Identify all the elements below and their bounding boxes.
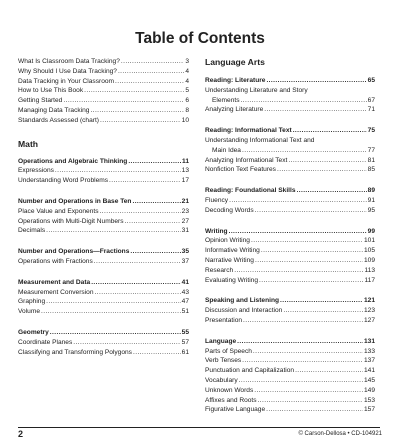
reading-informational-section (205, 126, 375, 175)
toc-entry-reading-literature[interactable] (205, 76, 375, 86)
language-arts-heading: Language Arts (205, 57, 265, 67)
entry-title: Narrative Writing (205, 256, 254, 264)
toc-entry[interactable] (18, 116, 189, 126)
entry-page: 43 (181, 288, 189, 296)
entry-title: Writing (205, 227, 228, 235)
entry-title: Decimals (18, 227, 46, 235)
toc-entry-line: Understanding Informational Text and (205, 136, 315, 144)
leader-dots (261, 246, 363, 256)
toc-entry[interactable] (18, 207, 189, 217)
leader-dots (109, 176, 181, 186)
entry-title: Understanding Word Problems (18, 177, 109, 185)
entry-page: 61 (181, 348, 189, 356)
entry-title: Coordinate Planes (18, 338, 73, 346)
leader-dots (241, 96, 367, 106)
leader-dots (293, 126, 367, 136)
toc-entry[interactable] (205, 266, 375, 276)
toc-entry-story-elements[interactable] (205, 96, 375, 106)
entry-page: 17 (181, 177, 189, 185)
entry-title: Parts of Speech (205, 347, 252, 355)
entry-page: 23 (181, 207, 189, 215)
toc-entry[interactable] (18, 57, 189, 67)
leader-dots (90, 106, 184, 116)
entry-title: Discussion and Interaction (205, 307, 283, 315)
language-arts-sections (205, 175, 375, 415)
entry-title: Presentation (205, 316, 243, 324)
leader-dots (229, 227, 367, 237)
entry-title: Punctuation and Capitalization (205, 367, 295, 375)
entry-page: 21 (181, 197, 189, 205)
toc-entry[interactable] (205, 376, 375, 386)
entry-title: Research (205, 266, 234, 274)
reading-literature-section (205, 76, 375, 115)
math-sections (18, 157, 189, 358)
entry-page: 5 (185, 87, 189, 95)
entry-title: Why Should I Use Data Tracking? (18, 67, 117, 75)
toc-entry-line: Understanding Literature and Story (205, 86, 308, 94)
entry-title: Number and Operations in Base Ten (18, 197, 132, 205)
entry-page: 117 (364, 276, 375, 284)
entry-page: 141 (363, 367, 375, 375)
leader-dots (288, 156, 366, 166)
toc-entry[interactable] (18, 67, 189, 77)
entry-page: 145 (363, 376, 375, 384)
entry-page: 67 (367, 96, 375, 104)
entry-page: 91 (367, 196, 375, 204)
entry-page: 13 (181, 167, 189, 175)
toc-entry[interactable] (18, 77, 189, 87)
entry-title: Number and Operations—Fractions (18, 248, 130, 256)
spacer (205, 115, 375, 126)
entry-title: Language (205, 337, 237, 345)
toc-section (205, 186, 375, 215)
entry-page: 133 (363, 347, 375, 355)
toc-entry[interactable] (205, 386, 375, 396)
entry-title: Standards Assessed (chart) (18, 116, 99, 124)
toc-section-entry[interactable] (205, 296, 375, 306)
leader-dots (280, 296, 363, 306)
entry-page: 77 (367, 146, 375, 154)
toc-entry[interactable] (18, 288, 189, 298)
toc-entry-nonfiction-features[interactable] (205, 165, 375, 175)
entry-page: 65 (367, 77, 375, 84)
leader-dots (266, 405, 363, 415)
leader-dots (118, 67, 184, 77)
leader-dots (242, 146, 367, 156)
entry-title: Verb Tenses (205, 357, 242, 365)
entry-page: 75 (367, 127, 375, 135)
entry-title: Fluency (205, 196, 229, 204)
entry-page: 10 (181, 116, 189, 124)
toc-entry[interactable] (205, 236, 375, 246)
entry-title: Expressions (18, 167, 54, 175)
math-heading: Math (18, 138, 39, 149)
entry-page: 41 (181, 278, 189, 286)
leader-dots (254, 386, 363, 396)
toc-section-entry[interactable] (205, 227, 375, 237)
leader-dots (239, 376, 363, 386)
entry-page: 35 (181, 248, 189, 256)
leader-dots (41, 307, 181, 317)
leader-dots (237, 337, 363, 347)
entry-title: Volume (18, 308, 40, 316)
leader-dots (95, 288, 181, 298)
toc-entry[interactable] (18, 257, 189, 267)
spacer (18, 317, 189, 328)
entry-page: 113 (364, 266, 375, 274)
leader-dots (46, 297, 181, 307)
entry-page: 123 (363, 307, 375, 315)
toc-entry[interactable] (205, 347, 375, 357)
toc-entry[interactable] (205, 256, 375, 266)
toc-entry[interactable] (18, 338, 189, 348)
toc-section-entry[interactable] (205, 186, 375, 196)
leader-dots (91, 278, 180, 288)
toc-section (18, 197, 189, 236)
toc-entry[interactable] (18, 176, 189, 186)
entry-page: 71 (367, 106, 375, 114)
entry-page: 47 (181, 298, 189, 306)
toc-entry[interactable] (205, 396, 375, 406)
entry-title: Evaluating Writing (205, 276, 259, 284)
toc-entry[interactable] (205, 246, 375, 256)
entry-page: 85 (367, 166, 375, 174)
leader-dots (73, 338, 180, 348)
entry-page: 57 (181, 338, 189, 346)
entry-page: 101 (363, 237, 375, 245)
entry-page: 4 (185, 77, 189, 85)
entry-title: Geometry (18, 328, 49, 336)
entry-page: 137 (363, 357, 375, 365)
entry-page: 3 (185, 58, 189, 65)
leader-dots (125, 217, 181, 227)
toc-entry[interactable] (205, 366, 375, 376)
toc-section (205, 227, 375, 286)
entry-page: 27 (181, 217, 189, 225)
entry-title: Classifying and Transforming Polygons (18, 348, 132, 356)
leader-dots (100, 207, 181, 217)
entry-page: 95 (367, 206, 375, 214)
entry-title: Informative Writing (205, 247, 260, 255)
leader-dots (242, 356, 363, 366)
leader-dots (251, 236, 363, 246)
footer-rule (18, 427, 380, 428)
leader-dots (229, 196, 367, 206)
toc-section (18, 247, 189, 267)
leader-dots (63, 96, 184, 106)
toc-section-entry[interactable] (18, 247, 189, 257)
toc-section (18, 278, 189, 317)
entry-title: Getting Started (18, 97, 63, 105)
toc-entry[interactable] (18, 297, 189, 307)
spacer (18, 236, 189, 247)
entry-page: 153 (363, 396, 375, 404)
entry-page: 99 (367, 227, 375, 235)
toc-entry[interactable] (18, 86, 189, 96)
spacer (205, 285, 375, 296)
leader-dots (50, 328, 181, 338)
entry-title: Opinion Writing (205, 237, 250, 245)
toc-entry[interactable] (18, 307, 189, 317)
toc-section-entry[interactable] (18, 278, 189, 288)
leader-dots (94, 257, 181, 267)
entry-title: Analyzing Literature (205, 106, 264, 114)
entry-title: Decoding Words (205, 206, 254, 214)
leader-dots (55, 166, 181, 176)
leader-dots (84, 86, 184, 96)
toc-entry[interactable] (18, 348, 189, 358)
toc-section-entry[interactable] (18, 197, 189, 207)
leader-dots (295, 366, 363, 376)
entry-page: 81 (367, 156, 375, 164)
leader-dots (266, 76, 366, 86)
toc-entry[interactable] (18, 106, 189, 116)
toc-section (205, 337, 375, 415)
entry-page: 149 (363, 386, 375, 394)
page-number: 2 (18, 429, 24, 439)
leader-dots (264, 105, 366, 115)
leader-dots (132, 197, 180, 207)
toc-entry[interactable] (205, 316, 375, 326)
leader-dots (243, 316, 363, 326)
leader-dots (255, 256, 363, 266)
entry-title: Operations with Multi-Digit Numbers (18, 217, 124, 225)
entry-title: Vocabulary (205, 376, 238, 384)
toc-entry[interactable] (205, 306, 375, 316)
leader-dots (258, 396, 363, 406)
spacer (205, 216, 375, 227)
toc-entry[interactable] (18, 166, 189, 176)
entry-title: Elements (212, 96, 240, 104)
entry-page: 37 (181, 257, 189, 265)
toc-entry[interactable] (18, 217, 189, 227)
spacer (205, 326, 375, 337)
toc-entry[interactable] (205, 356, 375, 366)
leader-dots (283, 306, 363, 316)
entry-title: Speaking and Listening (205, 297, 280, 305)
entry-page: 8 (185, 106, 189, 114)
toc-entry[interactable] (205, 405, 375, 415)
entry-title: Reading: Foundational Skills (205, 187, 296, 195)
leader-dots (253, 347, 363, 357)
footer-credit: © Carson-Dellosa • CD-104921 (298, 431, 382, 437)
toc-entry[interactable] (205, 196, 375, 206)
entry-page: 131 (363, 337, 375, 345)
toc-section-entry[interactable] (18, 328, 189, 338)
toc-section (18, 328, 189, 357)
spacer (18, 186, 189, 197)
page-title: Table of Contents (135, 30, 265, 47)
leader-dots (259, 276, 363, 286)
leader-dots (234, 266, 363, 276)
entry-title: Managing Data Tracking (18, 106, 90, 114)
entry-title: Figurative Language (205, 406, 266, 414)
toc-section-entry[interactable] (18, 157, 189, 167)
toc-entry-analyzing-informational[interactable] (205, 156, 375, 166)
entry-title: Reading: Literature (205, 77, 266, 84)
left-column (18, 57, 189, 357)
spacer (18, 267, 189, 278)
intro-list (18, 57, 189, 126)
leader-dots (121, 57, 184, 67)
spacer (205, 175, 375, 186)
toc-entry[interactable] (18, 226, 189, 236)
entry-page: 121 (363, 297, 375, 305)
toc-entry[interactable] (18, 96, 189, 106)
toc-section (205, 296, 375, 325)
entry-page: 55 (181, 328, 189, 336)
entry-page: 31 (181, 227, 189, 235)
entry-title: Analyzing Informational Text (205, 156, 288, 164)
entry-page: 127 (363, 316, 375, 324)
entry-title: How to Use This Book (18, 87, 84, 95)
leader-dots (100, 116, 181, 126)
toc-entry[interactable] (205, 276, 375, 286)
leader-dots (128, 157, 181, 167)
entry-title: Data Tracking in Your Classroom (18, 77, 115, 85)
entry-page: 51 (181, 308, 189, 316)
entry-page: 11 (182, 157, 189, 165)
entry-title: Measurement and Data (18, 278, 91, 286)
leader-dots (130, 247, 180, 257)
leader-dots (133, 348, 181, 358)
entry-title: Operations with Fractions (18, 257, 93, 265)
leader-dots (297, 186, 367, 196)
leader-dots (46, 226, 181, 236)
entry-page: 109 (363, 256, 375, 264)
toc-section (18, 157, 189, 186)
entry-title: Place Value and Exponents (18, 207, 99, 215)
entry-title: Reading: Informational Text (205, 127, 292, 135)
leader-dots (255, 206, 367, 216)
entry-title: Nonfiction Text Features (205, 166, 276, 174)
toc-entry-analyzing-literature[interactable] (205, 105, 375, 115)
entry-page: 157 (363, 406, 375, 414)
toc-entry-reading-informational[interactable] (205, 126, 375, 136)
toc-entry[interactable] (205, 206, 375, 216)
entry-page: 4 (185, 67, 189, 75)
entry-page: 89 (367, 187, 375, 195)
right-column (205, 57, 375, 415)
entry-title: Graphing (18, 298, 46, 306)
entry-title: Main Idea (212, 146, 241, 154)
entry-title: Measurement Conversion (18, 288, 94, 296)
entry-title: Operations and Algebraic Thinking (18, 157, 128, 165)
toc-entry-main-idea[interactable] (205, 146, 375, 156)
entry-title: Unknown Words (205, 386, 254, 394)
leader-dots (115, 77, 184, 87)
entry-page: 105 (363, 247, 375, 255)
toc-section-entry[interactable] (205, 337, 375, 347)
entry-title: What Is Classroom Data Tracking? (18, 58, 120, 65)
entry-page: 6 (185, 97, 189, 105)
leader-dots (277, 165, 367, 175)
entry-title: Affixes and Roots (205, 396, 257, 404)
